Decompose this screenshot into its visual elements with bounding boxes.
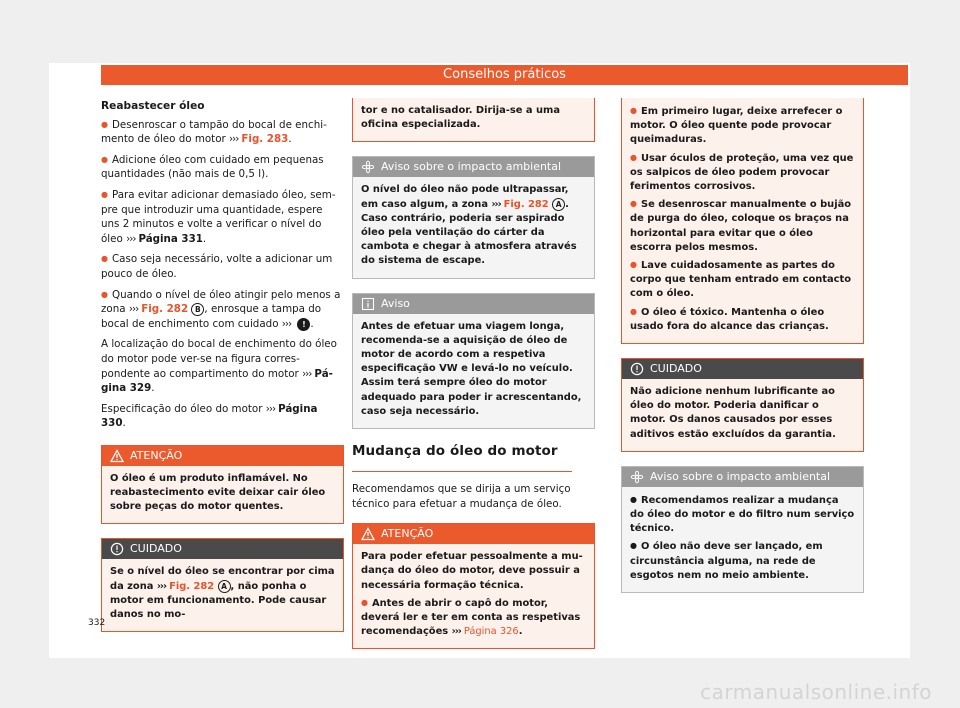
warning-box-continued	[621, 98, 864, 344]
list-item: ● Desenroscar o tampão do bocal de enchimento de óleo do motor ››› Fig. 283.	[101, 118, 327, 146]
warning-list-item: ● O óleo é tóxico. Mantenha o óleo usado fora do alcance das crianças.	[630, 306, 829, 332]
bullet-icon: ●	[630, 494, 637, 504]
caution-link-icon[interactable]: !	[297, 318, 310, 331]
note-text: Antes de efetuar uma viagem longa, recomenda-se a aquisição de óleo de motor de acordo com a respetiva especificação VW e levá-lo no veículo. Assim terá sempre óleo do motor adequado para poder ir acrescentando, caso seja necessário.	[361, 320, 582, 417]
environment-list-item: ● O óleo não deve ser lançado, em circunstância alguma, na rede de esgotos nem no meio ambiente.	[630, 541, 823, 581]
warning-list-item: ● Se desenroscar manualmente o bujão de purga do óleo, coloque os braços na horizontal para evitar que o óleo escorra pelos mesmos.	[630, 199, 852, 253]
warning-triangle-icon	[361, 527, 375, 541]
bullet-icon: ●	[630, 260, 637, 270]
callout-a-icon: A	[218, 580, 231, 593]
paragraph: Especificação do óleo do motor ››› Página 330.	[101, 402, 318, 430]
bullet-icon: ●	[361, 597, 368, 607]
page-number: 332	[88, 618, 106, 628]
paragraph: Recomendamos que se dirija a um serviço técnico para efetuar a mudança de óleo.	[352, 483, 571, 510]
warning-list-item: ● Lave cuidadosamente as partes do corpo que tenham entrado em contacto com o óleo.	[630, 260, 852, 300]
caution-box-continued	[352, 98, 595, 142]
environment-text: O nível do óleo não pode ultrapassar, em caso algum, a zona ››› Fig. 282 A . Caso contrário, poderia ser aspirado óleo pela ventilação do cárter da cambota e chegar à atmosfera através do sistema de escape.	[361, 184, 577, 267]
figure-link[interactable]: Fig. 282	[169, 580, 215, 592]
environment-flower-icon	[630, 470, 644, 484]
bullet-icon: ●	[101, 254, 108, 264]
caution-box	[621, 358, 864, 452]
figure-link[interactable]: Fig. 282	[141, 303, 189, 316]
bullet-icon: ●	[101, 289, 108, 299]
list-item: ● Quando o nível de óleo atingir pelo menos a zona ››› Fig. 282 B , enrosque a tampa do bocal de enchimento com cuidado ››› ! .	[101, 288, 341, 330]
bullet-icon: ●	[630, 199, 637, 209]
figure-link[interactable]: Fig. 282	[503, 198, 549, 210]
environment-header: Aviso sobre o impacto ambiental	[622, 467, 863, 487]
bullet-icon: ●	[101, 119, 108, 129]
info-square-icon	[361, 297, 375, 311]
bullet-icon: ●	[630, 306, 637, 316]
manual-page	[49, 63, 910, 658]
column-2	[352, 99, 595, 663]
note-header: Aviso	[353, 294, 594, 314]
caution-header: CUIDADO	[102, 539, 343, 559]
section-divider	[352, 471, 572, 472]
warning-header: ATENÇÃO	[102, 446, 343, 466]
caution-text: Não adicione nenhum lubrificante ao óleo do motor. Poderia danificar o motor. Os danos causados por esses aditivos estão excluídos da garantia.	[630, 386, 836, 440]
environment-box	[621, 466, 864, 593]
section-heading-refuel: Reabastecer óleo	[101, 100, 205, 112]
column-1	[101, 99, 344, 646]
caution-box	[101, 538, 344, 632]
bullet-icon: ●	[630, 106, 637, 115]
info-circle-icon	[110, 542, 124, 556]
list-item: ● Para evitar adicionar demasiado óleo, sempre que introduzir uma quantidade, espere uns 2 minutos e volte a verificar o nível do óleo ››› Página 331.	[101, 188, 336, 245]
warning-list-item: ● Usar óculos de proteção, uma vez que os salpicos de óleo podem provocar ferimentos corrosivos.	[630, 152, 854, 193]
note-box	[352, 293, 595, 429]
callout-b-icon: B	[191, 303, 204, 316]
caution-text-continued: tor e no catalisador. Dirija-se a uma oficina especializada.	[361, 105, 560, 131]
info-circle-icon	[630, 362, 644, 376]
bullet-icon: ●	[101, 189, 108, 199]
caution-header: CUIDADO	[622, 359, 863, 379]
environment-box	[352, 156, 595, 278]
watermark: carmanualsonline.info	[700, 680, 932, 704]
bullet-icon: ●	[101, 154, 108, 164]
page-link[interactable]: Página 326	[463, 626, 519, 638]
environment-flower-icon	[361, 160, 375, 174]
page-link[interactable]: Página 331	[138, 232, 203, 245]
figure-link[interactable]: Fig. 283	[241, 133, 289, 146]
list-item: ● Adicione óleo com cuidado em pequenas quantidades (não mais de 0,5 l).	[101, 153, 324, 181]
page-link[interactable]: Página 330	[101, 402, 318, 430]
warning-text: Para poder efetuar pessoalmente a mudança do óleo do motor, deve possuir a necessária formação técnica.	[361, 551, 583, 591]
warning-triangle-icon	[110, 449, 124, 463]
list-item: ● Caso seja necessário, volte a adicionar um pouco de óleo.	[101, 253, 333, 280]
environment-list-item: ● Recomendamos realizar a mudança do óleo do motor e do filtro num serviço técnico.	[630, 494, 855, 535]
warning-box	[101, 445, 344, 525]
column-3	[621, 99, 864, 607]
caution-text: Se o nível do óleo se encontrar por cima da zona ››› Fig. 282 A , não ponha o motor em funcionamento. Pode causar danos no mo-	[110, 566, 335, 621]
bullet-icon: ●	[630, 541, 637, 551]
warning-box	[352, 523, 595, 649]
page-header: Conselhos práticos	[101, 65, 908, 85]
bullet-icon: ●	[630, 152, 637, 162]
page-link[interactable]: Página 329	[101, 367, 333, 395]
callout-a-icon: A	[552, 198, 565, 211]
warning-list-item: ● Antes de abrir o capô do motor, deverá ler e ter em conta as respetivas recomendações ››› Página 326.	[361, 597, 581, 638]
section-title-oil-change: Mudança do óleo do motor	[352, 443, 558, 460]
warning-text: O óleo é um produto inflamável. No reabastecimento evite deixar cair óleo sobre peças do motor quentes.	[110, 472, 326, 513]
warning-header: ATENÇÃO	[353, 524, 594, 544]
warning-list-item: ● Em primeiro lugar, deixe arrefecer o motor. O óleo quente pode provocar queimaduras.	[630, 106, 843, 146]
paragraph: A localização do bocal de enchimento do óleo do motor pode ver-se na figura correspondente ao compartimento do motor ››› Página 329.	[101, 338, 337, 395]
environment-header: Aviso sobre o impacto ambiental	[353, 157, 594, 177]
